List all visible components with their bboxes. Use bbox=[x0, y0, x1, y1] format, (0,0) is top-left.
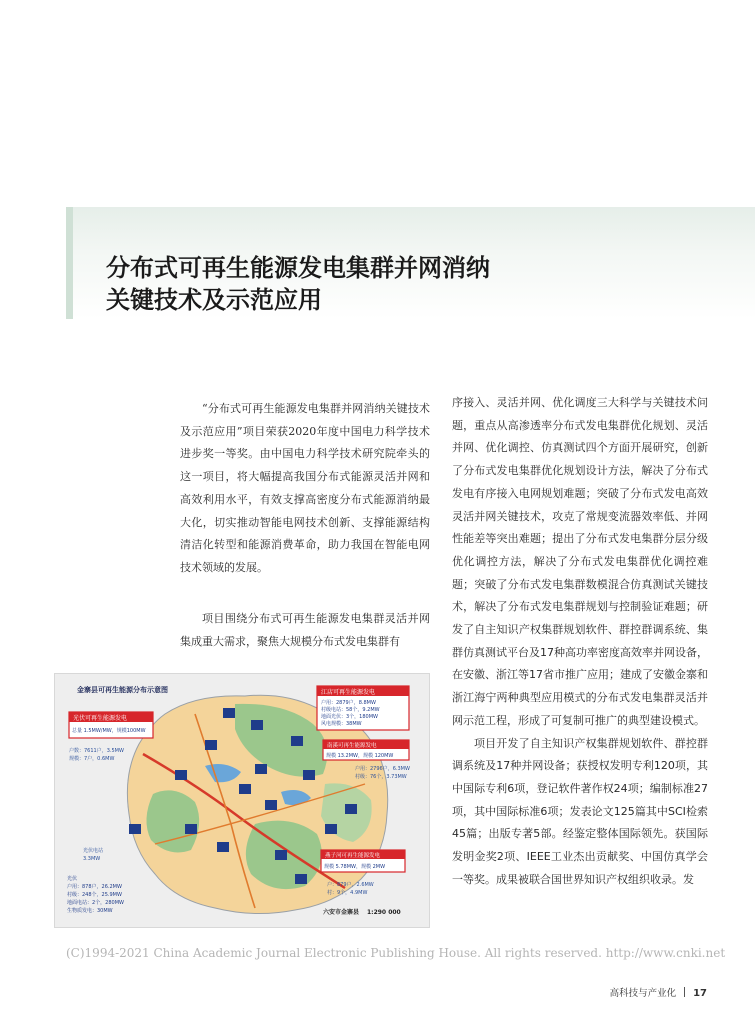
footer-divider bbox=[684, 987, 685, 997]
callout-tr-l1: 户用：2879户，8.8MW bbox=[321, 700, 376, 706]
right-column bbox=[452, 392, 708, 891]
scale-value: 1:290 000 bbox=[367, 909, 401, 916]
callout-br-l2: 村：9个，4.9MW bbox=[327, 890, 368, 896]
callout-mid-sub: 规模 13.2MW，规模 120MW bbox=[326, 753, 394, 759]
callout-left-sub: 总量 1.5MW/MW，规模100MW bbox=[72, 728, 146, 734]
callout-br-sub: 规模 5.78MW，规模 2MW bbox=[324, 864, 386, 870]
legend-l5: 生物质发电：30MW bbox=[67, 908, 113, 914]
callout-left-note1: 户数：7611户，3.5MW bbox=[69, 748, 124, 754]
map-title: 金寨县可再生能源分布示意图 bbox=[77, 686, 168, 694]
journal-name: 高科技与产业化 bbox=[609, 988, 677, 999]
callout-mid-l1: 户用：2796户，6.3MW bbox=[355, 766, 410, 772]
legend-l2: 户用：878户，26.2MW bbox=[67, 884, 122, 890]
abstract-paragraph: “分布式可再生能源发电集群并网消纳关键技术及示范应用”项目荣获2020年度中国电力科学技术进步奖一等奖。由中国电力科学技术研究院牵头的这一项目，将大幅提高我国分布式能源灵活并网和高效利用水平，有效支撑高密度分布式能源消纳最大化，切实推动智能电网技术创新、支撑能源结构清洁化转型和能源消费革命，助力我国在智能电网技术领域的发展。 bbox=[180, 402, 430, 574]
callout-tr-l2: 村级电站：58个，9.2MW bbox=[321, 707, 380, 713]
callout-tr-l3: 地面光伏：3个，180MW bbox=[321, 714, 378, 720]
callout-mid-l2: 村级：76个，3.73MW bbox=[355, 774, 407, 780]
left-body-paragraph: 项目围绕分布式可再生能源发电集群灵活并网集成重大需求，聚焦大规模分布式发电集群有 bbox=[180, 612, 430, 648]
scale-label: 六安市金寨县 bbox=[323, 909, 360, 916]
callout-br-title: 燕子河可再生能源发电 bbox=[325, 853, 381, 859]
callout-left-note2: 规模：7户，0.6MW bbox=[69, 756, 115, 762]
distribution-map bbox=[55, 674, 430, 928]
title-line-2: 关键技术及示范应用 bbox=[106, 286, 322, 314]
callout-br-l1: 户：879户，2.6MW bbox=[327, 882, 374, 888]
small-label-a: 光伏电站 bbox=[83, 848, 104, 854]
legend-l1: 光伏 bbox=[67, 876, 78, 882]
callout-tr-title: 江店可再生能源发电 bbox=[321, 689, 376, 696]
article-title bbox=[106, 252, 706, 316]
legend-l4: 地面电站：2个，280MW bbox=[67, 900, 124, 906]
right-paragraph-2: 项目开发了自主知识产权集群规划软件、群控群调系统及17种并网设备；获授权发明专利120项，其中国际专利6项，登记软件著作权24项；编制标准27项，其中国际标准6项；发表论文125篇其中SCI检索45篇；出版专著5部。经鉴定整体国际领先。获国际发明金奖2项、IEEE工业杰出贡献奖、中国仿真学会一等奖。成果被联合国世界知识产权组织收录。发 bbox=[452, 736, 708, 886]
callout-tr-l4: 风电规模：38MW bbox=[321, 721, 362, 727]
page-number: 17 bbox=[693, 988, 707, 999]
copyright-watermark: (C)1994-2021 China Academic Journal Electronic Publishing House. All rights reserved. http://www.cnki.net bbox=[66, 946, 726, 960]
distribution-map-figure bbox=[54, 673, 430, 928]
right-paragraph-1: 序接入、灵活并网、优化调度三大科学与关键技术问题，重点从高渗透率分布式发电集群优化规划、灵活并网、优化调控、仿真测试四个方面开展研究，创新了分布式发电集群优化规划设计方法，解决了分布式发电有序接入电网规划难题；突破了分布式发电高效灵活并网关键技术，攻克了常规变流器效率低、并网性能差等突出难题；提出了分布式发电集群分层分级优化调控方法，解决了分布式发电集群优化调控难题；突破了分布式发电集群数模混合仿真测试关键技术，解决了分布式发电集群规划与控制验证难题；研发了自主知识产权集群规划软件、群控群调系统、集群仿真测试平台及17种高功率密度高效率并网设备，在安徽、浙江等17省市推广应用；建成了安徽金寨和浙江海宁两种典型应用模式的分布式发电集群灵活并网示范工程，形成了可复制可推广的典型建设模式。 bbox=[452, 396, 708, 727]
legend-l3: 村级：248个，25.9MW bbox=[67, 892, 122, 898]
callout-left-title: 光伏可再生能源发电 bbox=[73, 715, 128, 722]
small-label-b: 3.3MW bbox=[83, 856, 101, 862]
title-line-1: 分布式可再生能源发电集群并网消纳 bbox=[106, 254, 490, 282]
page-footer bbox=[610, 985, 707, 999]
callout-mid-title: 南溪可再生能源发电 bbox=[327, 743, 377, 749]
